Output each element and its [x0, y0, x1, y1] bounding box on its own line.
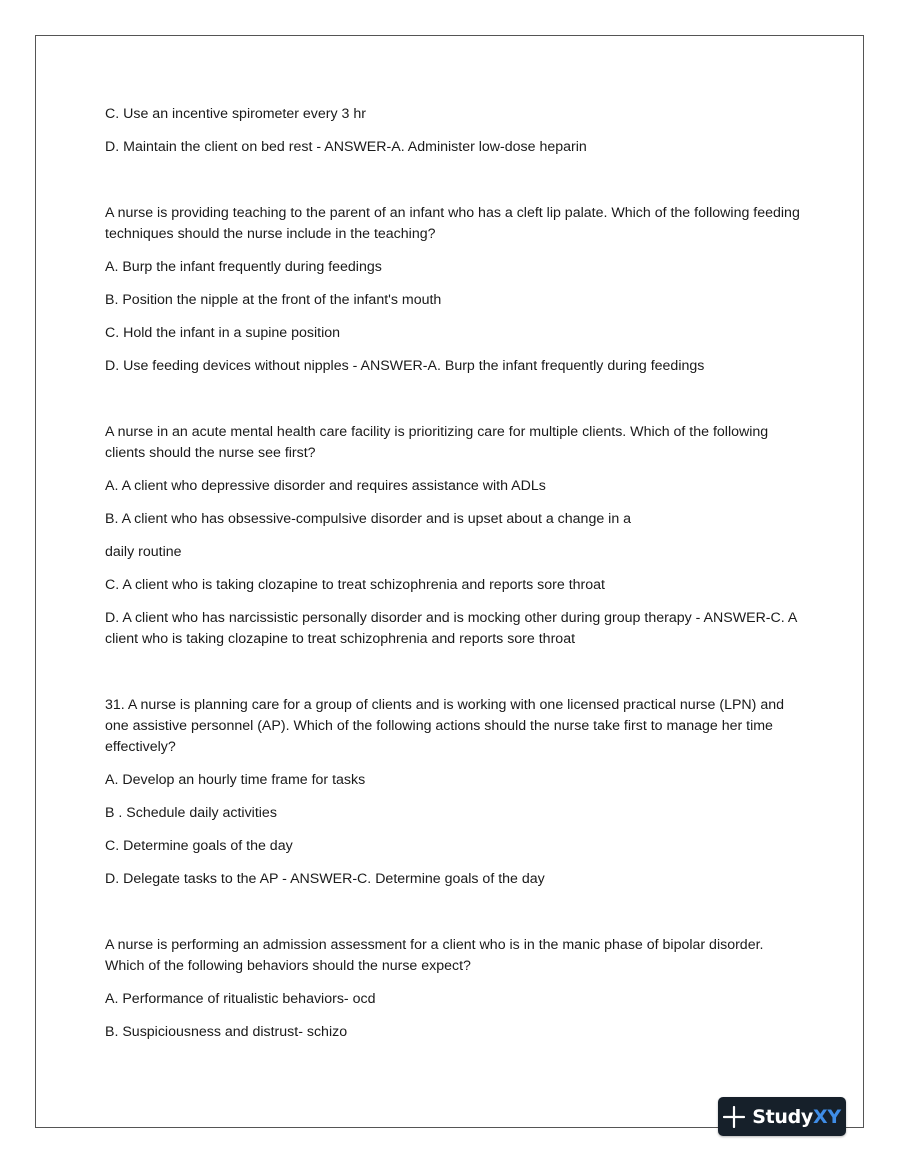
question-block: [105, 695, 800, 890]
brand-accent: XY: [812, 1105, 841, 1128]
option-line: B. Suspiciousness and distrust- schizo: [105, 1024, 348, 1040]
option-line: A. Performance of ritualistic behaviors- ocd: [105, 991, 376, 1007]
block-spacer: [105, 662, 800, 695]
answer-line: D. Maintain the client on bed rest - ANSWER-A. Administer low-dose heparin: [105, 139, 587, 155]
option-line: B. Position the nipple at the front of the infant's mouth: [105, 292, 442, 308]
block-spacer: [105, 902, 800, 935]
block-spacer: [105, 170, 800, 203]
option-line: A. Burp the infant frequently during feedings: [105, 259, 382, 275]
question-text: 31. A nurse is planning care for a group of clients and is working with one licensed practical nurse (LPN) and one assistive personnel (AP). Which of the following actions should the nurse take first to manage her time effectively?: [105, 697, 785, 755]
question-text: A nurse in an acute mental health care facility is prioritizing care for multiple clients. Which of the following clients should the nurse see first?: [105, 424, 769, 461]
option-line: C. Determine goals of the day: [105, 838, 293, 854]
answer-line: D. A client who has narcissistic personally disorder and is mocking other during group therapy - ANSWER-C. A client who is taking clozapine to treat schizophrenia and reports sore throat: [105, 610, 797, 647]
question-block: [105, 104, 800, 158]
option-line: A. A client who depressive disorder and requires assistance with ADLs: [105, 478, 546, 494]
option-line: B . Schedule daily activities: [105, 805, 277, 821]
option-line: B. A client who has obsessive-compulsive disorder and is upset about a change in a: [105, 511, 632, 527]
answer-line: D. Use feeding devices without nipples - ANSWER-A. Burp the infant frequently during feedings: [105, 358, 705, 374]
question-text: A nurse is performing an admission assessment for a client who is in the manic phase of bipolar disorder. Which of the following behaviors should the nurse expect?: [105, 937, 764, 974]
option-line: daily routine: [105, 544, 182, 560]
question-block: [105, 935, 800, 1043]
brand-main: Study: [752, 1105, 813, 1128]
question-block: [105, 422, 800, 650]
option-line: A. Develop an hourly time frame for tasks: [105, 772, 366, 788]
studyxy-watermark[interactable]: [718, 1097, 846, 1136]
document-content: [105, 104, 800, 1055]
question-block: [105, 203, 800, 377]
brand-logo-text: [752, 1106, 841, 1128]
question-text: A nurse is providing teaching to the parent of an infant who has a cleft lip palate. Which of the following feeding techniques should the nurse include in the teaching?: [105, 205, 800, 242]
option-line: C. A client who is taking clozapine to treat schizophrenia and reports sore throat: [105, 577, 605, 593]
option-line: C. Use an incentive spirometer every 3 hr: [105, 106, 367, 122]
option-line: C. Hold the infant in a supine position: [105, 325, 341, 341]
answer-line: D. Delegate tasks to the AP - ANSWER-C. Determine goals of the day: [105, 871, 545, 887]
block-spacer: [105, 389, 800, 422]
plus-icon: [723, 1106, 745, 1128]
